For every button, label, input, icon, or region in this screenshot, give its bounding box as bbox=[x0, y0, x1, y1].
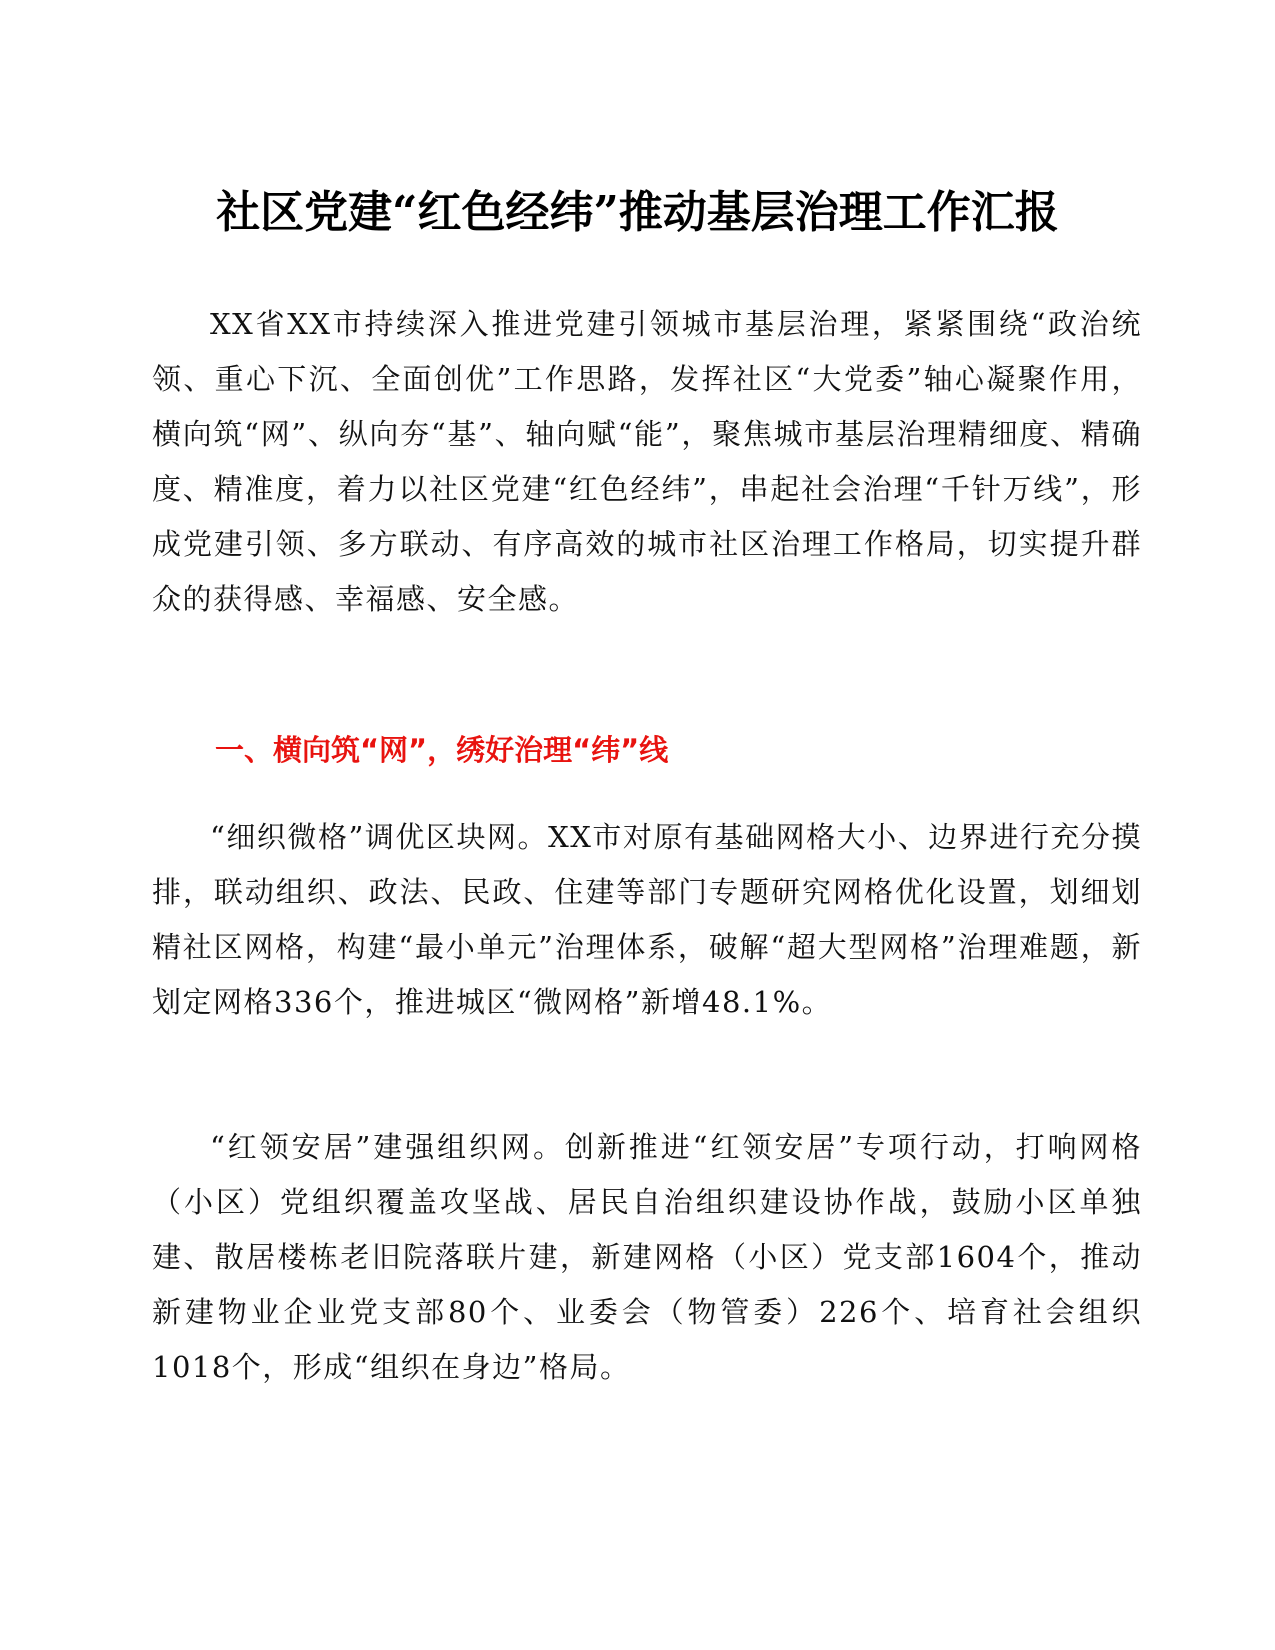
body-paragraph: “红领安居”建强组织网。创新推进“红领安居”专项行动，打响网格（小区）党组织覆盖攻坚战、居民自治组织建设协作战，鼓励小区单独建、散居楼栋老旧院落联片建，新建网格（小区）党支部1604个，推动新建物业企业党支部80个、业委会（物管委）226个、培育社会组织1018个，形成“组织在身边”格局。 bbox=[152, 1130, 1142, 1384]
body-paragraph: “细织微格”调优区块网。XX市对原有基础网格大小、边界进行充分摸排，联动组织、政法、民政、住建等部门专题研究网格优化设置，划细划精社区网格，构建“最小单元”治理体系，破解“超大型网格”治理难题，新划定网格336个，推进城区“微网格”新增48.1%。 bbox=[152, 820, 1142, 1019]
document-title: 社区党建“红色经纬”推动基层治理工作汇报 bbox=[216, 187, 1059, 238]
section-heading: 一、横向筑“网”，绣好治理“纬”线 bbox=[215, 733, 669, 767]
intro-paragraph: XX省XX市持续深入推进党建引领城市基层治理，紧紧围绕“政治统领、重心下沉、全面创优”工作思路，发挥社区“大党委”轴心凝聚作用，横向筑“网”、纵向夯“基”、轴向赋“能”，聚焦城市基层治理精细度、精确度、精准度，着力以社区党建“红色经纬”，串起社会治理“千针万线”，形成党建引领、多方联动、有序高效的城市社区治理工作格局，切实提升群众的获得感、幸福感、安全感。 bbox=[152, 307, 1142, 616]
